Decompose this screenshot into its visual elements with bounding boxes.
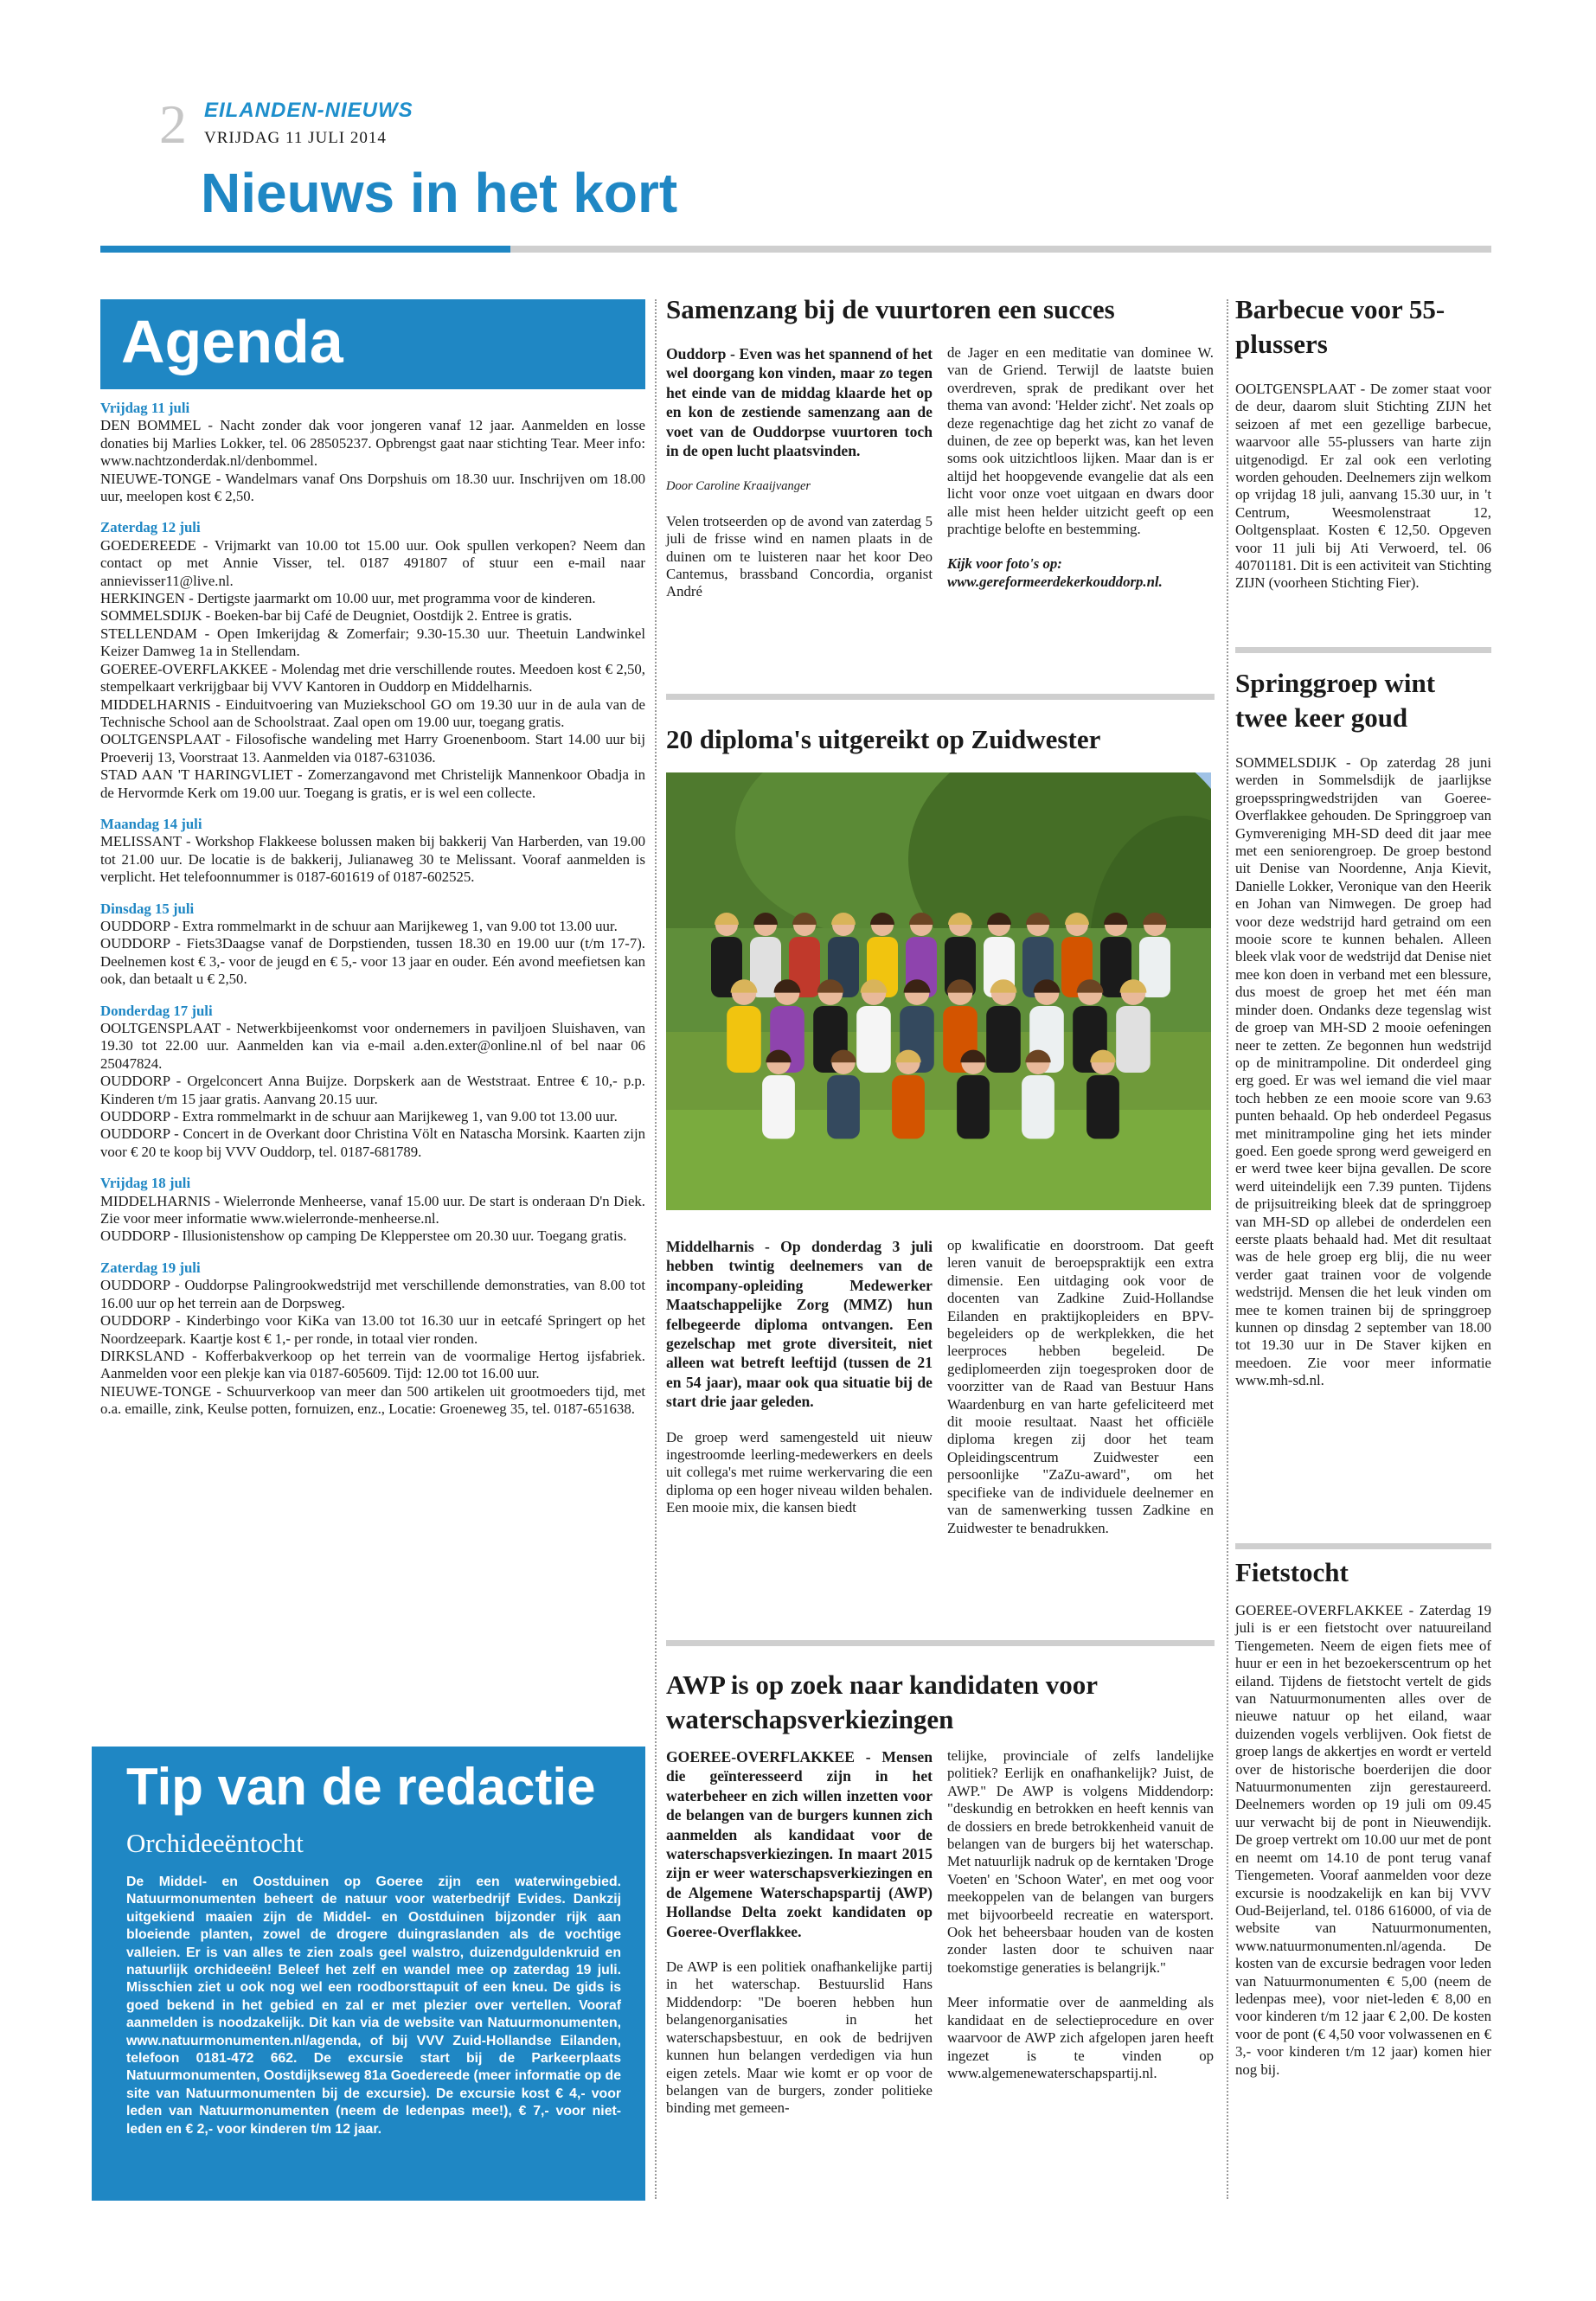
group-photo bbox=[666, 772, 1211, 1210]
article-separator bbox=[666, 694, 1215, 700]
barbecue-text: OOLTGENSPLAAT - De zomer staat voor de deur, daarom sluit Stichting ZIJN het seizoen af met een gezellige barbecue, waarvoor alle 55-plussers van harte zijn uitgenodigd. Er zal ook een verloting worden gehouden. Deelnemers zijn welkom op vrijdag 18 juli, aanvang 15.30 uur, in 't Centrum, Weesmolenstraat 12, Ooltgensplaat. Kosten € 12,50. Opgeven voor 11 juli bij Ati Verwoerd, tel. 06 40701181. Dit is een activiteit van Stichting ZIJN (voorheen Stichting Fier). bbox=[1235, 381, 1491, 592]
agenda-entry: MELISSANT - Workshop Flakkeese bolussen maken bij bakkerij Van Harberden, van 19.00 tot 21.00 uur. De locatie is de bakkerij, Julianaweg 30 te Melissant. Vooraf aanmelden is verplicht. Het telefoonnummer is 0187-601619 of 0187-602525. bbox=[100, 833, 645, 886]
awp-text: telijke, provinciale of zelfs landelijke politiek? Eerlijk en onafhankelijk? Juist, de AWP." De AWP is volgens Middendorp: "deskundig en betrokken en heeft kennis van de dossiers en brede betrokkenheid vanuit de belangen van de burgers bij het waterschap. Met natuurlijk nadruk op de kerntaken 'Droge Voeten' en 'Schoon Water', en met oog voor meekoppelen van de belangen van burgers met bijvoorbeeld recreatie en watersport. Ook het beheersbaar houden van de kosten zonder lasten door te schuiven naar toekomstige generaties is belangrijk." bbox=[947, 1747, 1214, 1976]
agenda-entry: NIEUWE-TONGE - Wandelmars vanaf Ons Dorpshuis om 18.30 uur. Inschrijven om 18.00 uur, meelopen kost € 2,50. bbox=[100, 470, 645, 505]
section-rule-accent bbox=[100, 246, 510, 253]
agenda-day: Vrijdag 11 juli bbox=[100, 400, 190, 416]
article-separator bbox=[1235, 1543, 1491, 1549]
photo-person bbox=[986, 979, 1021, 1073]
issue-date: VRIJDAG 11 JULI 2014 bbox=[204, 129, 387, 147]
awp-lead: GOEREE-OVERFLAKKEE - Mensen die geïnteresseerd zijn in het waterbeheer en zich willen inzetten voor de belangen van de burgers kunnen zich aanmelden als kandidaat voor de waterschapsverkiezingen. In maart 2015 zijn er weer waterschapsverkiezingen en de Algemene Waterschapspartij (AWP) Hollandse Delta zoekt kandidaten op Goeree-Overflakkee. bbox=[666, 1748, 933, 1940]
agenda-day: Vrijdag 18 juli bbox=[100, 1175, 191, 1192]
agenda-entry: OUDDORP - Extra rommelmarkt in de schuur aan Marijkeweg 1, van 9.00 tot 13.00 uur. bbox=[100, 1108, 618, 1125]
photo-person bbox=[1022, 1050, 1054, 1139]
photo-link[interactable]: www.gereformeerdekerkouddorp.nl. bbox=[947, 573, 1163, 590]
awp-headline: AWP is op zoek naar kandidaten voor waterschapsverkiezingen bbox=[666, 1670, 1098, 1735]
fietstocht-text: GOEREE-OVERFLAKKEE - Zaterdag 19 juli is er een fietstocht over natuureiland Tiengemeten. Neem de eigen fiets mee of huur er een in het bezoekerscentrum op het eiland. Tijdens de fietstocht vertelt de gids van Natuurmonumenten alles over de nieuwe natuur op het eiland, waar duizenden vogels verblijven. Ook fietst de groep langs de akkertjes en wordt er verteld over de historische boerderijen die door Natuurmonumenten zijn gerestaureerd. Deelnemers worden op 19 juli om 09.45 uur verwacht bij de pont in Nieuwendijk. De groep vertrekt om 10.00 uur met de pont en neemt om 14.10 de pont terug vanaf Tiengemeten. Vooraf aanmelden voor deze excursie is noodzakelijk en kan bij VVV Oud-Beijerland, tel. 0186 616000, of via de website van Natuurmonumenten, www.natuurmonumenten.nl/agenda. De kosten van de excursie bedragen voor leden van Natuurmonumenten € 5,00 (neem de ledenpas mee), voor niet-leden € 8,00 en voor kinderen t/m 12 jaar € 2,00. De kosten voor de pont (€ 4,50 voor volwassenen en € 3,- voor kinderen t/m 12 jaar) komen hier nog bij. bbox=[1235, 1602, 1491, 2078]
agenda-day: Donderdag 17 juli bbox=[100, 1002, 213, 1019]
agenda-entry: OUDDORP - Orgelconcert Anna Buijze. Dorpskerk aan de Weststraat. Entree € 10,- p.p. Kinderen t/m 15 jaar gratis. Aanvang 20.15 uur. bbox=[100, 1073, 645, 1107]
agenda-title: Agenda bbox=[121, 308, 343, 375]
column-divider bbox=[1227, 299, 1228, 2199]
samenzang-byline: Door Caroline Kraaijvanger bbox=[666, 479, 811, 494]
agenda-entry: OOLTGENSPLAAT - Filosofische wandeling met Harry Groenenboom. Start 14.00 uur bij Proeverij 13, Voorstraat 13. Aanmelden via 0187-631036. bbox=[100, 731, 645, 766]
agenda-entry: MIDDELHARNIS - Wielerronde Menheerse, vanaf 15.00 uur. De start is onderaan D'n Diek. Zie voor meer informatie www.wielerronde-menheerse.nl. bbox=[100, 1192, 645, 1227]
agenda-entry: STAD AAN 'T HARINGVLIET - Zomerzangavond met Christelijk Mannenkoor Obadja in de Hervormde Kerk om 19.00 uur. Toegang is gratis, er is wel een collecte. bbox=[100, 766, 645, 801]
tip-body: De Middel- en Oostduinen op Goeree zijn een waterwingebied. Natuurmonumenten beheert de natuur voor waterbedrijf Evides. Dankzij uitgekiend maaien zijn de Middel- en Oostduinen bijzonder rijk aan bloeiende planten, zowel de drogere duingraslanden als de vochtige valleien. Er is van alles te zien zoals geel walstro, duizendguldenkruid en natuurlijk orchideeën! Beleef het zelf en wandel mee op zaterdag 19 juli. Misschien ziet u ook nog wel een roodborsttapuit of een kneu. De gids is goed bekend in het gebied en zal er met plezier over vertellen. Vooraf aanmelden is noodzakelijk. Dit kan via de website van Natuurmonumenten, www.natuurmonumenten.nl/agenda, of bij VVV Zuid-Hollandse Eilanden, telefoon 0181-472 662. De excursie start bij de Parkeerplaats Natuurmonumenten, Oostdijkseweg 81a Goedereede (meer informatie op de site van Natuurmonumenten bij de excursie). De excursie kost € 4,- voor leden van Natuurmonumenten (neem de ledenpas mee!), € 7,- voor niet-leden en € 2,- voor kinderen t/m 12 jaar. bbox=[126, 1875, 621, 2137]
tip-subtitle: Orchideeëntocht bbox=[126, 1828, 304, 1858]
samenzang-lead: Ouddorp - Even was het spannend of het wel doorgang kon vinden, maar zo tegen het einde van de middag klaarde het op en kon de zestiende samenzang aan de voet van de Ouddorpse vuurtoren toch in de open lucht plaatsvinden. bbox=[666, 345, 933, 460]
awp-text: De AWP is een politiek onafhankelijke partij in het waterschap. Bestuurslid Hans Middendorp: "De boeren hebben hun belangenorganisaties in het waterschapsbestuur, en ook de bedrijven kunnen hun belangen verdedigen via hun eigen zetels. Maar wie komt er op voor de belangen van de burgers, zonder politieke binding met gemeen- bbox=[666, 1958, 933, 2117]
samenzang-text: Velen trotseerden op de avond van zaterdag 5 juli de frisse wind en namen plaats in de duinen om te luisteren naar het koor Deo Cantemus, brassband Concordia, organist André bbox=[666, 512, 933, 600]
photo-person bbox=[762, 1050, 795, 1139]
photo-person bbox=[1116, 979, 1151, 1073]
agenda-entry: GOEREE-OVERFLAKKEE - Molendag met drie verschillende routes. Meedoen kost € 2,50, stempelkaart verkrijgbaar bij VVV Kantoren in Ouddorp en Middelharnis. bbox=[100, 660, 645, 695]
agenda-entry: NIEUWE-TONGE - Schuurverkoop van meer dan 500 artikelen uit grootmoeders tijd, met o.a. emaille, zink, Keulse potten, fornuizen, enz., Locatie: Groeneweg 35, tel. 0187-651638. bbox=[100, 1382, 645, 1418]
agenda-entry: HERKINGEN - Dertigste jaarmarkt om 10.00 uur, met programma voor de kinderen. bbox=[100, 590, 596, 607]
agenda-day: Zaterdag 19 juli bbox=[100, 1259, 201, 1276]
diplomas-lead: Middelharnis - Op donderdag 3 juli hebben twintig deelnemers van de incompany-opleiding Medewerker Maatschappelijke Zorg (MMZ) hun felbegeerde diploma ontvangen. Een gezelschap met grote diversiteit, niet alleen wat betreft leeftijd (tussen de 21 en 54 jaar), maar ook qua situatie bij de start drie jaar geleden. bbox=[666, 1238, 933, 1411]
springgroep-text: SOMMELSDIJK - Op zaterdag 28 juni werden in Sommelsdijk de jaarlijkse groepsspringwedstrijden van Goeree-Overflakkee gehouden. De Springgroep van Gymvereniging MH-SD deed dit jaar mee met een seniorengroep. De groep bestond uit Denise van Noordenne, Anja Kievit, Danielle Lokker, Veronique van den Heerik en Johan van Nimwegen. De groep had voor deze wedstrijd hard getraind om een mooie score te kunnen behalen. Alleen bleek vlak voor de wedstrijd dat Denise niet mee kon doen in verband met een blessure, dus moest de groep het met één man minder doen. Ondanks deze tegenslag wist de groep van MH-SD 2 mooie oefeningen neer te zetten. Ze begonnen hun wedstrijd op de minitrampoline. Dit onderdeel ging erg goed. Er was wel iemand die viel maar toch hebben ze een mooie score van 9.63 punten behaald. Op heb onderdeel Pegasus met minitrampoline ging het iets minder goed. Een goede sprong werd geweigerd en er werd twee keer bijna gevallen. De score werd uiteindelijk een 7.39 punten. Tijdens de prijsuitreiking bleek dat de springgroep van MH-SD op allebei de onderdelen een eerste plaats behaald had. Met dit resultaat was de hele groep erg blij, die nu weer verder gaat trainen voor de volgende wedstrijd. Mensen die het leuk vinden om mee te komen trainen bij de springgroep kunnen op dinsdag 2 september van 18.00 tot 19.30 uur in De Staver kijken en meedoen. Zie voor meer informatie www.mh-sd.nl. bbox=[1235, 754, 1491, 1389]
photo-person bbox=[827, 1050, 860, 1139]
newspaper-logo: EILANDEN-NIEUWS bbox=[204, 99, 413, 122]
photo-person bbox=[1086, 1050, 1119, 1139]
agenda-day: Maandag 14 juli bbox=[100, 815, 202, 832]
agenda-entry: SOMMELSDIJK - Boeken-bar bij Café de Deugniet, Oostdijk 2. Entree is gratis. bbox=[100, 607, 573, 625]
agenda-entry: STELLENDAM - Open Imkerijdag & Zomerfair; 9.30-15.30 uur. Theetuin Landwinkel Keizer Damweg 1a in Stellendam. bbox=[100, 625, 645, 660]
agenda-entry: GOEDEREEDE - Vrijmarkt van 10.00 tot 15.00 uur. Ook spullen verkopen? Neem dan contact op met Annie Visser, tel. 0187 491807 of stuur een e-mail naar annievisser11@live.nl. bbox=[100, 536, 645, 589]
samenzang-headline: Samenzang bij de vuurtoren een succes bbox=[666, 294, 1115, 324]
samenzang-text: de Jager en een meditatie van dominee W. van de Griend. Terwijl de laatste buien overdreven, sprak de predikant over het thema van avond: 'Helder zicht'. Net zoals op deze regenachtige dag het zicht zo vanaf de duinen, de zee op beperkt was, kan het leven soms ook uitzichtloos lijken. Maar dan is er altijd het hoopgevende evangelie dat als een licht voor onze voet uitgaan en dwars door alle mist heen helder uitzicht geeft op een prachtige belofte en bestemming. bbox=[947, 344, 1214, 538]
diplomas-headline: 20 diploma's uitgereikt op Zuidwester bbox=[666, 724, 1101, 754]
page-number: 2 bbox=[159, 93, 187, 155]
photo-person bbox=[727, 979, 761, 1073]
column-divider bbox=[655, 299, 657, 2199]
agenda-entry: DEN BOMMEL - Nacht zonder dak voor jongeren vanaf 12 jaar. Aanmelden en losse donaties bij Marlies Lokker, tel. 06 28505237. Opbrengst gaat naar stichting Tear. Meer info: www.nachtzonderdak.nl/denbommel. bbox=[100, 417, 645, 470]
agenda-entry: OUDDORP - Ouddorpse Palingrookwedstrijd met verschillende demonstraties, van 8.00 tot 16.00 uur op het terrein aan de Dorpsweg. bbox=[100, 1277, 645, 1311]
agenda-entry: OUDDORP - Extra rommelmarkt in de schuur aan Marijkeweg 1, van 9.00 tot 13.00 uur. bbox=[100, 917, 618, 934]
agenda-day: Zaterdag 12 juli bbox=[100, 519, 201, 536]
agenda-entry: DIRKSLAND - Kofferbakverkoop op het terrein van de voormalige Hertog ijsfabriek. Aanmelden voor een plekje kan via 0187-605609. Tijd: 12.00 tot 16.00 uur. bbox=[100, 1347, 645, 1382]
tip-title: Tip van de redactie bbox=[126, 1758, 596, 1816]
agenda-day: Dinsdag 15 juli bbox=[100, 900, 195, 917]
article-separator bbox=[666, 1640, 1215, 1646]
section-title: Nieuws in het kort bbox=[201, 162, 678, 224]
barbecue-headline: Barbecue voor 55-plussers bbox=[1235, 294, 1445, 360]
agenda-entry: OUDDORP - Fiets3Daagse vanaf de Dorpstienden, tussen 18.30 en 19.00 uur (t/m 17-7). Deelnemen kost € 3,- voor de jeugd en € 5,- voor 13 jaar en ouder. Eén avond meefietsen kan ook, dan betaalt u € 2,50. bbox=[100, 935, 645, 988]
photo-person bbox=[856, 979, 891, 1073]
photo-person bbox=[1139, 913, 1170, 997]
agenda-entry: MIDDELHARNIS - Einduitvoering van Muziekschool GO om 19.30 uur in de aula van de Technische School aan de Schoolstraat. Zaal open om 19.00 uur, toegang gratis. bbox=[100, 695, 645, 730]
photo-person bbox=[892, 1050, 925, 1139]
photo-person bbox=[750, 913, 781, 997]
diplomas-text: De groep werd samengesteld uit nieuw ingestroomde leerling-medewerkers en deels uit collega's met ruime werkervaring die een diploma op een hoger niveau wilden behalen. Een mooie mix, die kansen biedt bbox=[666, 1428, 933, 1516]
photo-note: Kijk voor foto's op: bbox=[947, 555, 1062, 573]
section-rule bbox=[510, 246, 1491, 253]
article-separator bbox=[1235, 647, 1491, 653]
fietstocht-headline: Fietstocht bbox=[1235, 1557, 1349, 1587]
agenda-list bbox=[100, 400, 645, 1419]
agenda-entry: OUDDORP - Illusionistenshow op camping De Klepperstee om 20.30 uur. Toegang gratis. bbox=[100, 1227, 627, 1245]
photo-person bbox=[957, 1050, 990, 1139]
awp-text: Meer informatie over de aanmelding als kandidaat en de selectieprocedure en over waarvoor de AWP zich afgelopen jaren heeft ingezet is te vinden op www.algemenewaterschapspartij.nl. bbox=[947, 1994, 1214, 2081]
agenda-entry: OUDDORP - Kinderbingo voor KiKa van 13.00 tot 16.30 uur in eetcafé Springert op het Noordzeepark. Kaartje kost € 1,- per ronde, in totaal vier ronden. bbox=[100, 1312, 645, 1347]
agenda-entry: OUDDORP - Concert in de Overkant door Christina Völt en Natascha Morsink. Kaarten zijn voor € 20 te koop bij VVV Ouddorp, tel. 0187-681789. bbox=[100, 1125, 645, 1160]
diplomas-text: op kwalificatie en doorstroom. Dat geeft leren vanuit de beroepspraktijk een extra dimensie. Een uitdaging ook voor de docenten van Zadkine Zuid-Hollandse Eilanden en praktijkopleiders en BPV-begeleiders op de werkplekken, die het leerproces hebben begeleid. De gediplomeerden zijn toegesproken door de voorzitter van de Raad van Bestuur Hans Waardenburg en van harte gefeliciteerd met dit mooie resultaat. Naast het officiële diploma kregen zij door het team Opleidingscentrum Zuidwester een persoonlijke "ZaZu-award", om het specifieke van de individuele deelnemer en van de samenwerking tussen Zadkine en Zuidwester te benadrukken. bbox=[947, 1237, 1214, 1536]
agenda-entry: OOLTGENSPLAAT - Netwerkbijeenkomst voor ondernemers in paviljoen Sluishaven, van 19.30 tot 22.00 uur. Aanmelden kan via e-mail a.den.exter@online.nl of bel naar 06 25047824. bbox=[100, 1020, 645, 1072]
springgroep-headline: Springgroep wint twee keer goud bbox=[1235, 668, 1436, 734]
